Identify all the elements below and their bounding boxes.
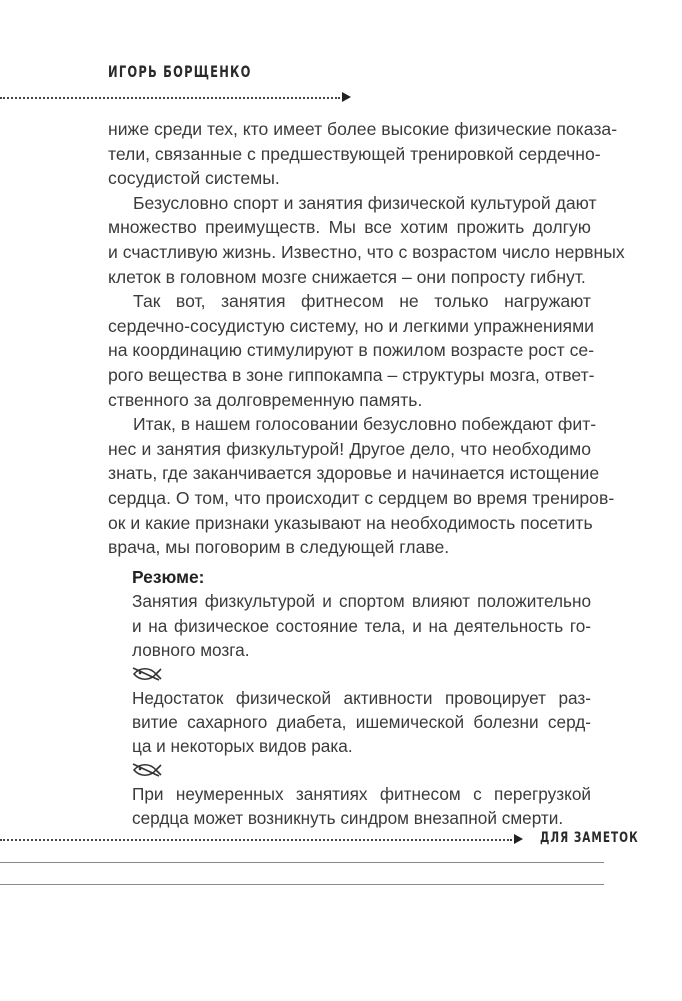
text-line: сердца может возникнуть синдром внезапной смерти.: [132, 808, 564, 829]
paragraph-4: [108, 412, 615, 560]
text-line: рого вещества в зоне гиппокампа – структуры мозга, ответ-: [108, 364, 595, 385]
text-line: и счастливую жизнь. Известно, что с возрастом число нервных: [108, 241, 625, 262]
text-line: ок и какие признаки указывают на необходимость посетить: [108, 512, 593, 533]
text-line: ственного за долговременную память.: [108, 389, 423, 410]
text-line: множество преимуществ. Мы все хотим прожить долгую: [108, 217, 591, 238]
text-line: клеток в головном мозге снижается – они попросту гибнут.: [108, 266, 586, 287]
text-line: ловного мозга.: [132, 640, 250, 661]
summary-item-2: [132, 686, 591, 759]
notes-arrow-icon: [514, 834, 523, 844]
text-line: сердца. О том, что происходит с сердцем во время трениров-: [108, 487, 615, 508]
text-line: Занятия физкультурой и спортом влияют положительно: [132, 591, 591, 612]
summary-block: [132, 565, 591, 831]
text-line: ца и некоторых видов рака.: [132, 736, 353, 757]
header-dotted-rule: [0, 97, 340, 99]
summary-item-1: [132, 589, 591, 662]
running-head-author: ИГОРЬ БОРЩЕНКО: [108, 62, 252, 81]
text-line: сердечно-сосудистую систему, но и легкими упражнениями: [108, 315, 595, 336]
text-line: и на физическое состояние тела, и на деятельность го-: [132, 615, 591, 636]
notes-rule-line: [0, 862, 604, 863]
text-line: витие сахарного диабета, ишемической болезни серд-: [132, 712, 591, 733]
text-line: Недостаток физической активности провоцирует раз-: [132, 687, 591, 708]
text-line: При неумеренных занятиях фитнесом с перегрузкой: [132, 783, 591, 804]
text-line: Так вот, занятия фитнесом не только нагружают: [133, 291, 591, 312]
summary-item-3: [132, 782, 591, 831]
fish-separator-icon: [132, 760, 591, 782]
text-line: врача, мы поговорим в следующей главе.: [108, 537, 450, 558]
fish-separator-icon: [132, 664, 591, 686]
notes-label: ДЛЯ ЗАМЕТОК: [540, 830, 639, 847]
paragraph-2: [108, 191, 625, 289]
body-text: [108, 117, 625, 560]
summary-title: Резюме:: [132, 567, 205, 587]
text-line: Итак, в нашем голосовании безусловно побеждают фит-: [133, 414, 597, 435]
text-line: ниже среди тех, кто имеет более высокие физические показа-: [108, 119, 618, 139]
paragraph-3: [108, 289, 595, 412]
text-line: сосудистой системы.: [108, 168, 280, 189]
text-line: на координацию стимулируют в пожилом возрасте рост се-: [108, 340, 595, 361]
header-arrow-icon: [342, 92, 351, 102]
text-line: тели, связанные с предшествующей тренировкой сердечно-: [108, 143, 601, 164]
notes-dotted-rule: [0, 839, 512, 841]
text-line: Безусловно спорт и занятия физической культурой дают: [133, 192, 597, 213]
text-line: знать, где заканчивается здоровье и начинается истощение: [108, 463, 600, 484]
notes-rule-line: [0, 884, 604, 885]
text-line: нес и занятия физкультурой! Другое дело, что необходимо: [108, 438, 591, 459]
paragraph-1: [108, 117, 618, 191]
